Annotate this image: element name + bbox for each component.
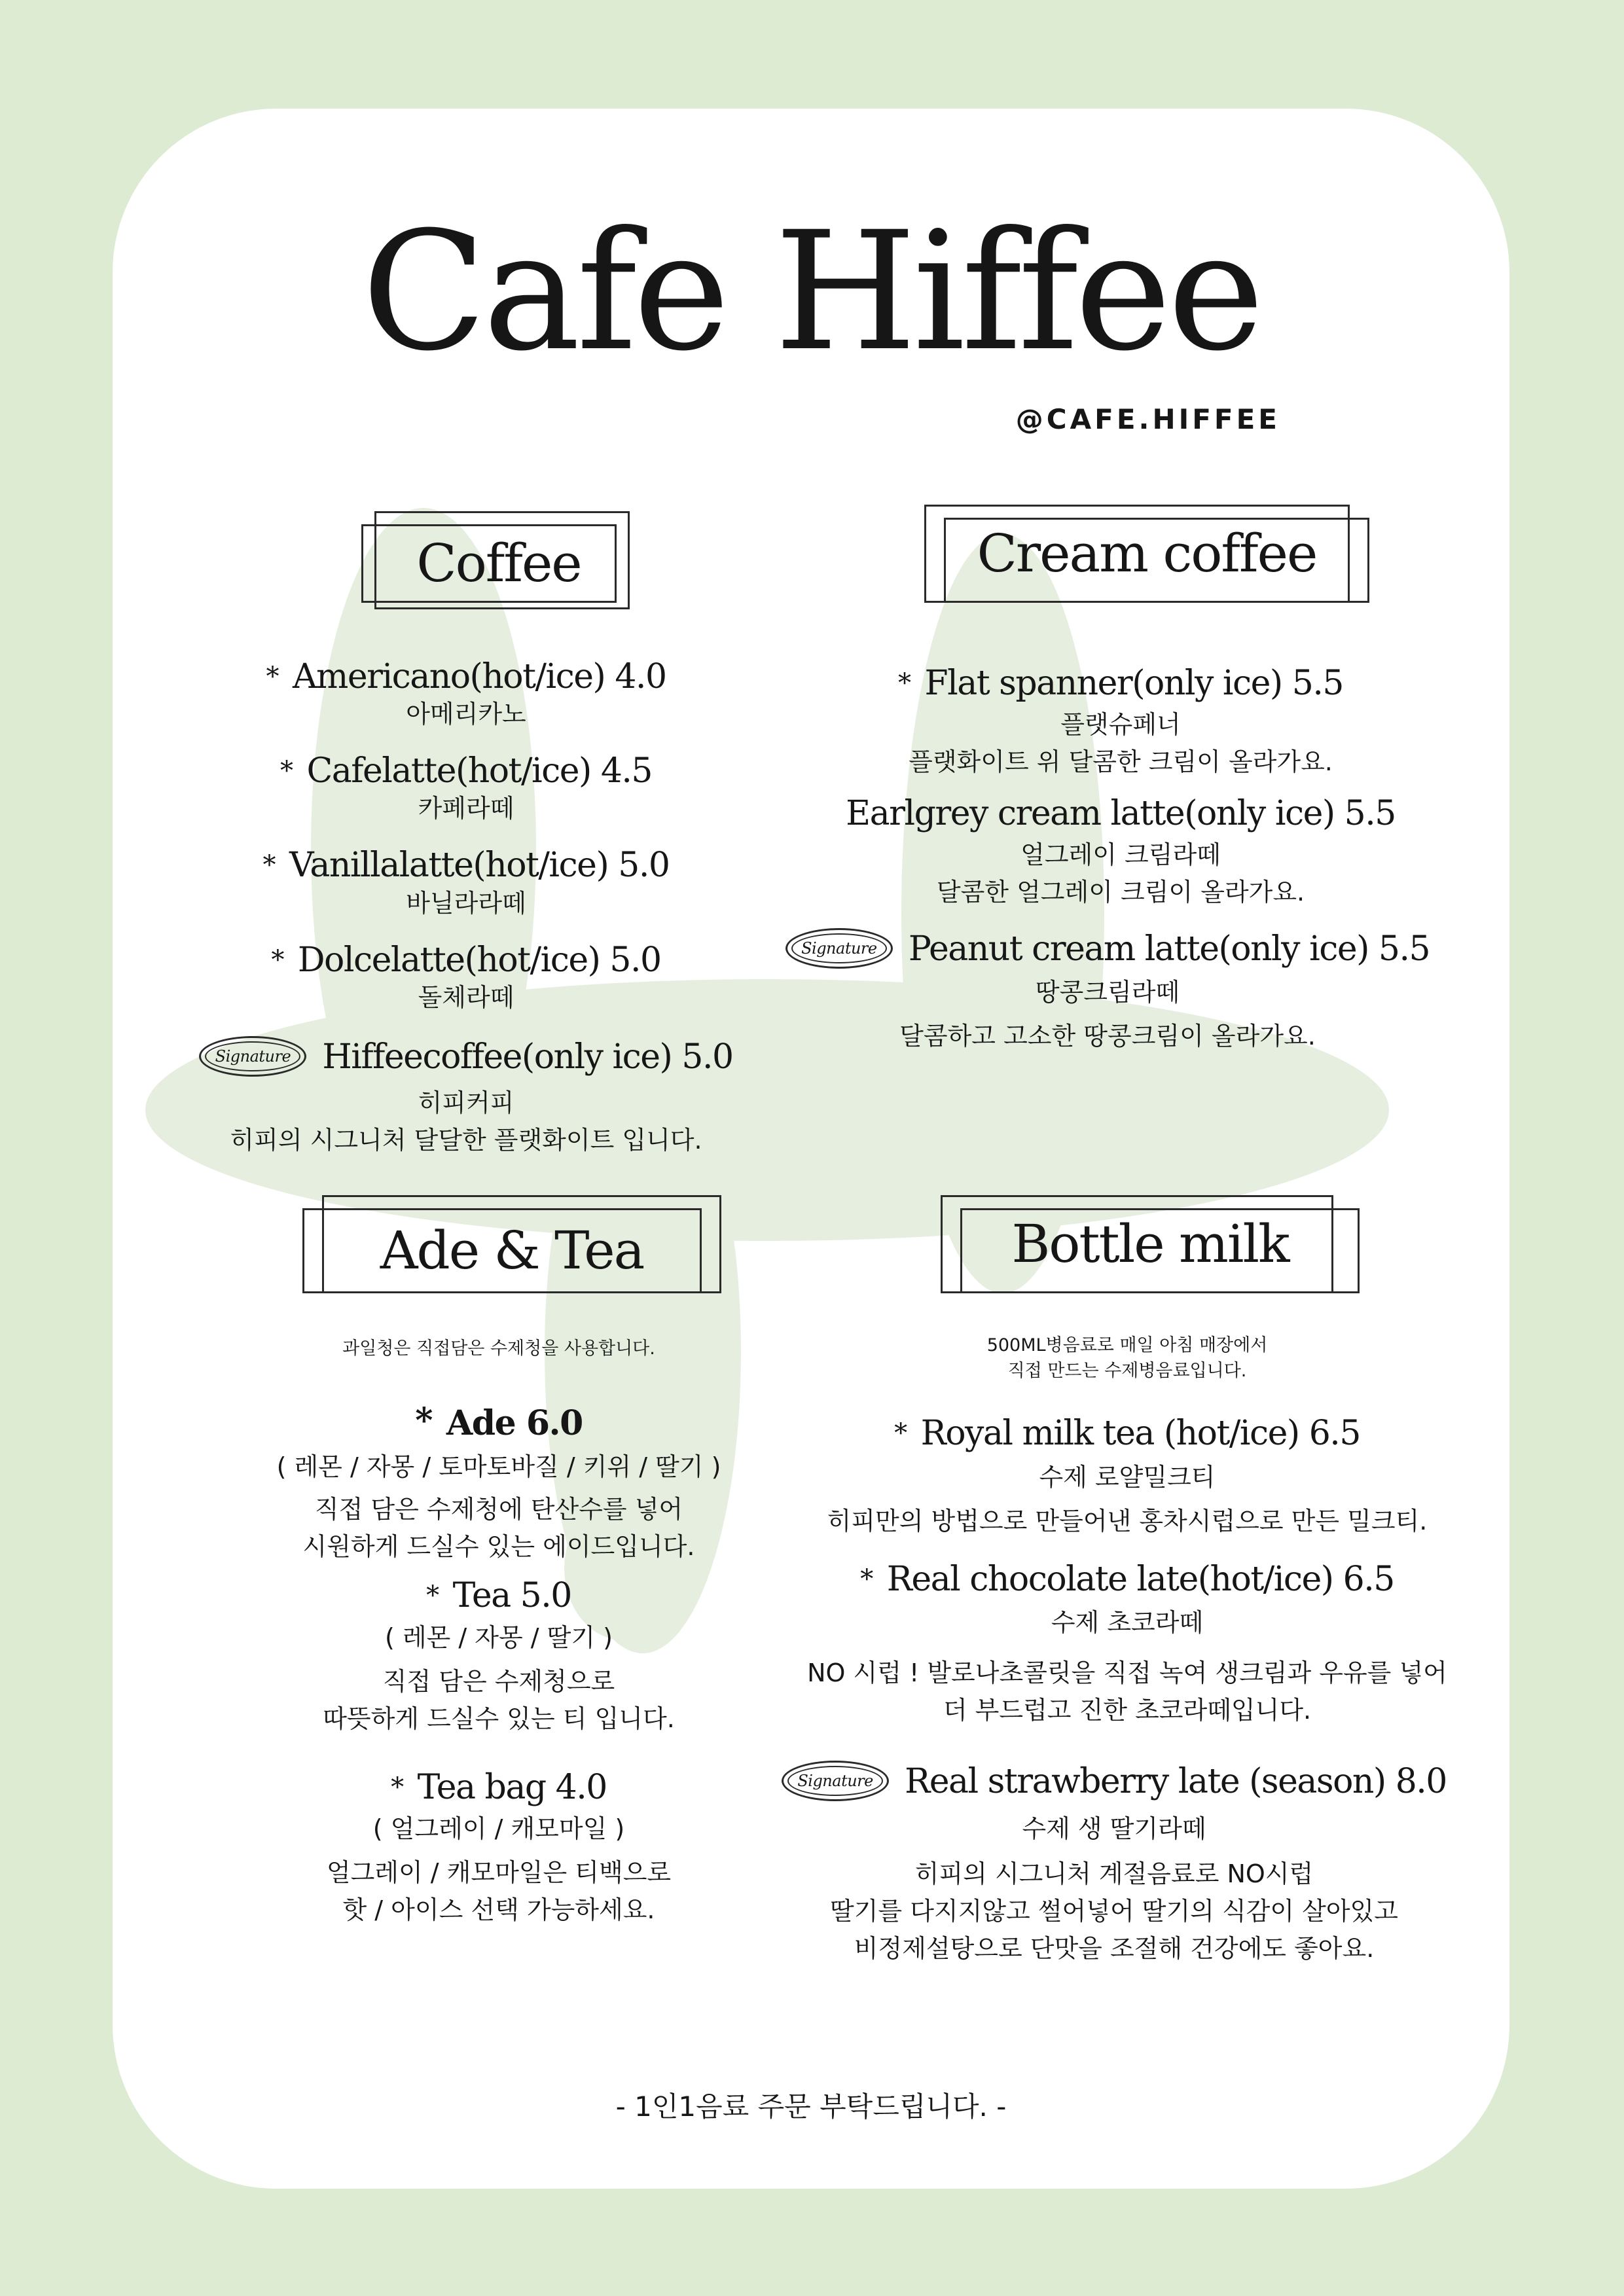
item-korean-name: 수제 생 딸기라떼 <box>1022 1814 1206 1843</box>
section-note: 과일청은 직접담은 수제청을 사용합니다. <box>342 1338 655 1359</box>
menu-item <box>152 942 780 1016</box>
item-description: 직접 담은 수제청에 탄산수를 넣어 <box>314 1495 683 1524</box>
bullet-star-icon: * <box>860 1564 873 1595</box>
item-name: Dolcelatte(hot/ice) 5.0 <box>297 940 661 980</box>
menu-item <box>754 1761 1474 1967</box>
menu-item <box>780 1415 1474 1540</box>
item-name: Real strawberry late (season) 8.0 <box>905 1761 1447 1801</box>
menu-item <box>185 1769 813 1929</box>
item-korean-name: 얼그레이 크림라떼 <box>1020 840 1221 870</box>
item-name: Cafelatte(hot/ice) 4.5 <box>306 751 653 791</box>
bullet-star-icon: * <box>415 1401 432 1441</box>
item-description: 히피의 시그니처 계절음료로 NO시럽 <box>914 1859 1314 1888</box>
cafe-title: Cafe Hiffee <box>361 196 1261 387</box>
item-korean-name: 카페라떼 <box>418 794 514 823</box>
item-description: 더 부드럽고 진한 초코라떼입니다. <box>943 1695 1312 1725</box>
item-korean-name: 수제 초코라떼 <box>1051 1607 1204 1637</box>
bullet-star-icon: * <box>271 944 283 975</box>
item-korean-name: 아메리카노 <box>406 700 526 729</box>
signature-badge: Signature <box>782 1761 889 1801</box>
bullet-star-icon: * <box>391 1772 403 1803</box>
section-heading-coffee <box>361 511 636 596</box>
bullet-star-icon: * <box>894 1418 907 1449</box>
bullet-star-icon: * <box>280 756 293 787</box>
instagram-handle: @CAFE.HIFFEE <box>1015 403 1280 435</box>
menu-item <box>185 1577 813 1737</box>
item-description: 시원하게 드실수 있는 에이드입니다. <box>302 1532 695 1562</box>
heading-label: Coffee <box>416 533 581 594</box>
signature-badge: Signature <box>199 1036 306 1077</box>
item-name: Tea bag 4.0 <box>417 1767 607 1807</box>
item-description: 딸기를 다지지않고 썰어넣어 딸기의 식감이 살아있고 <box>830 1896 1398 1926</box>
item-description: 히피의 시그니처 달달한 플랫화이트 입니다. <box>230 1125 702 1155</box>
item-description: 비정제설탕으로 단맛을 조절해 건강에도 좋아요. <box>854 1933 1375 1963</box>
menu-item <box>152 753 780 827</box>
signature-badge: Signature <box>785 928 893 969</box>
item-options: ( 레몬 / 자몽 / 토마토바질 / 키위 / 딸기 ) <box>276 1452 721 1482</box>
cream-coffee-list <box>787 665 1454 1055</box>
item-name: Ade 6.0 <box>446 1403 583 1444</box>
section-heading-cream-coffee <box>924 505 1369 590</box>
bottle-milk-list <box>780 1333 1474 1967</box>
heading-label: Cream coffee <box>977 523 1317 584</box>
heading-label: Bottle milk <box>1011 1213 1289 1274</box>
bullet-star-icon: * <box>262 850 276 881</box>
item-description: 달콤한 얼그레이 크림이 올라가요. <box>936 878 1305 907</box>
item-description: 플랫화이트 위 달콤한 크림이 올라가요. <box>909 747 1333 777</box>
item-name: Americano(hot/ice) 4.0 <box>292 657 666 696</box>
menu-item <box>152 1036 780 1159</box>
item-korean-name: 히피커피 <box>418 1088 514 1117</box>
menu-item <box>152 847 780 922</box>
ade-tea-list <box>185 1336 813 1929</box>
coffee-list <box>152 658 780 1159</box>
item-name: Royal milk tea (hot/ice) 6.5 <box>920 1414 1360 1454</box>
item-name: Real chocolate late(hot/ice) 6.5 <box>886 1560 1394 1600</box>
menu-item <box>787 795 1454 911</box>
bullet-star-icon: * <box>266 662 278 692</box>
menu-item <box>787 665 1454 781</box>
item-korean-name: 바닐라라떼 <box>406 888 526 918</box>
item-korean-name: 땅콩크림라떼 <box>1035 978 1180 1007</box>
menu-item <box>152 658 780 733</box>
bullet-star-icon: * <box>426 1581 439 1611</box>
item-description: 따뜻하게 드실수 있는 티 입니다. <box>323 1704 675 1733</box>
item-description: 직접 담은 수제청으로 <box>382 1666 615 1696</box>
item-name: Flat spanner(only ice) 5.5 <box>924 664 1343 703</box>
section-heading-ade-tea <box>302 1195 721 1280</box>
heading-label: Ade & Tea <box>380 1220 644 1281</box>
item-name: Peanut cream latte(only ice) 5.5 <box>908 929 1430 969</box>
item-description: 히피만의 방법으로 만들어낸 홍차시럽으로 만든 밀크티. <box>827 1507 1428 1536</box>
menu-item <box>185 1402 813 1566</box>
item-options: ( 레몬 / 자몽 / 딸기 ) <box>385 1623 613 1652</box>
section-note: 직접 만드는 수제병음료입니다. <box>1007 1361 1247 1382</box>
item-options: ( 얼그레이 / 캐모마일 ) <box>372 1814 625 1843</box>
item-description: 달콤하고 고소한 땅콩크림이 올라가요. <box>899 1022 1316 1051</box>
section-heading-bottle-milk <box>941 1195 1360 1280</box>
menu-item <box>780 1561 1474 1729</box>
item-korean-name: 플랫슈페너 <box>1060 710 1181 740</box>
item-korean-name: 수제 로얄밀크티 <box>1039 1463 1216 1492</box>
item-description: 얼그레이 / 캐모마일은 티백으로 <box>326 1857 672 1887</box>
item-description: 핫 / 아이스 선택 가능하세요. <box>342 1895 655 1924</box>
item-name: Earlgrey cream latte(only ice) 5.5 <box>846 794 1396 834</box>
menu-item <box>761 928 1454 1055</box>
item-name: Vanillalatte(hot/ice) 5.0 <box>289 846 670 886</box>
item-description: NO 시럽 ! 발로나초콜릿을 직접 녹여 생크림과 우유를 넣어 <box>807 1658 1447 1687</box>
menu-card <box>113 109 1509 2189</box>
order-notice: - 1인1음료 주문 부탁드립니다. - <box>615 2090 1007 2123</box>
item-name: Hiffeecoffee(only ice) 5.0 <box>322 1037 733 1077</box>
item-korean-name: 돌체라떼 <box>418 982 514 1012</box>
bullet-star-icon: * <box>898 668 911 698</box>
section-note: 500ML병음료로 매일 아침 매장에서 <box>986 1335 1268 1355</box>
item-name: Tea 5.0 <box>452 1576 571 1616</box>
